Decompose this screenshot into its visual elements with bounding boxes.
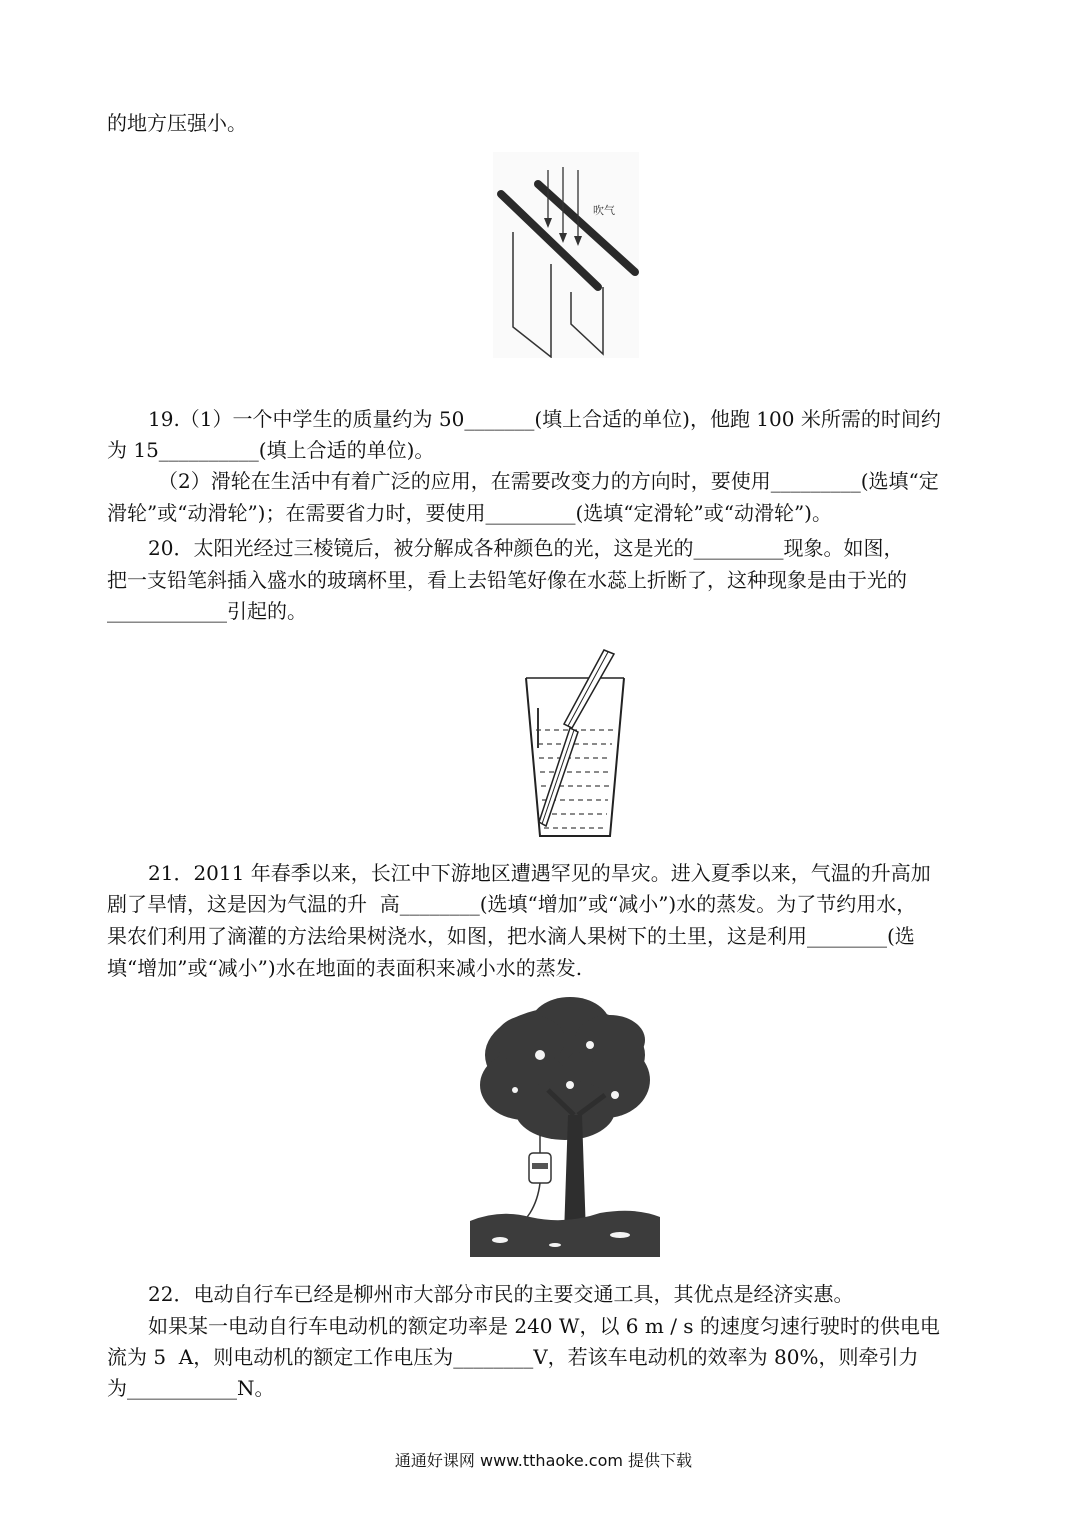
- text-line: 的地方压强小。: [107, 111, 247, 135]
- text-line: 为 15__________(填上合适的单位)。: [107, 438, 435, 462]
- tree-drip-svg: [470, 995, 660, 1257]
- figure-blow-papers: [493, 152, 639, 358]
- figure-pencil-in-water: [522, 648, 628, 840]
- text-line: 剧了旱情，这是因为气温的升 高________(选填“增加”或“减小”)水的蒸发。为了节约用水，: [107, 892, 917, 916]
- text-line: ____________引起的。: [107, 599, 307, 623]
- text-line: （2）滑轮在生活中有着广泛的应用，在需要改变力的方向时，要使用_________(选填“定: [158, 469, 939, 493]
- text-line: 果农们利用了滴灌的方法给果树浇水，如图，把水滴人果树下的土里，这是利用________(选: [107, 924, 915, 948]
- text-line: 流为 5 A，则电动机的额定工作电压为________V，若该车电动机的效率为 80%，则牵引力: [107, 1345, 919, 1369]
- text-line: 19.（1）一个中学生的质量约为 50_______(填上合适的单位)，他跑 100 米所需的时间约: [148, 407, 941, 431]
- blow-label: 吹气: [593, 204, 615, 217]
- text-line: 把一支铅笔斜插入盛水的玻璃杯里，看上去铅笔好像在水蕊上折断了，这种现象是由于光的: [107, 568, 907, 592]
- text-line: 滑轮”或“动滑轮”)；在需要省力时，要使用_________(选填“定滑轮”或“动滑轮”)。: [107, 501, 832, 525]
- text-line: 22．电动自行车已经是柳州市大部分市民的主要交通工具，其优点是经济实惠。: [148, 1282, 854, 1306]
- figure-tree-drip: [470, 995, 660, 1257]
- text-line: 如果某一电动自行车电动机的额定功率是 240 W，以 6 m / s 的速度匀速行驶时的供电电: [148, 1314, 940, 1338]
- pencil-glass-svg: [522, 648, 628, 840]
- text-line: 填“增加”或“减小”)水在地面的表面积来减小水的蒸发.: [107, 956, 583, 980]
- text-line: 为___________N。: [107, 1376, 275, 1400]
- blow-papers-svg: [493, 152, 639, 358]
- text-line: 21．2011 年春季以来，长江中下游地区遭遇罕见的旱灾。进入夏季以来，气温的升高加: [148, 861, 931, 885]
- page-footer: 通通好课网 www.tthaoke.com 提供下载: [394, 1451, 693, 1470]
- text-line: 20．太阳光经过三棱镜后，被分解成各种颜色的光，这是光的_________现象。如图，: [148, 536, 904, 560]
